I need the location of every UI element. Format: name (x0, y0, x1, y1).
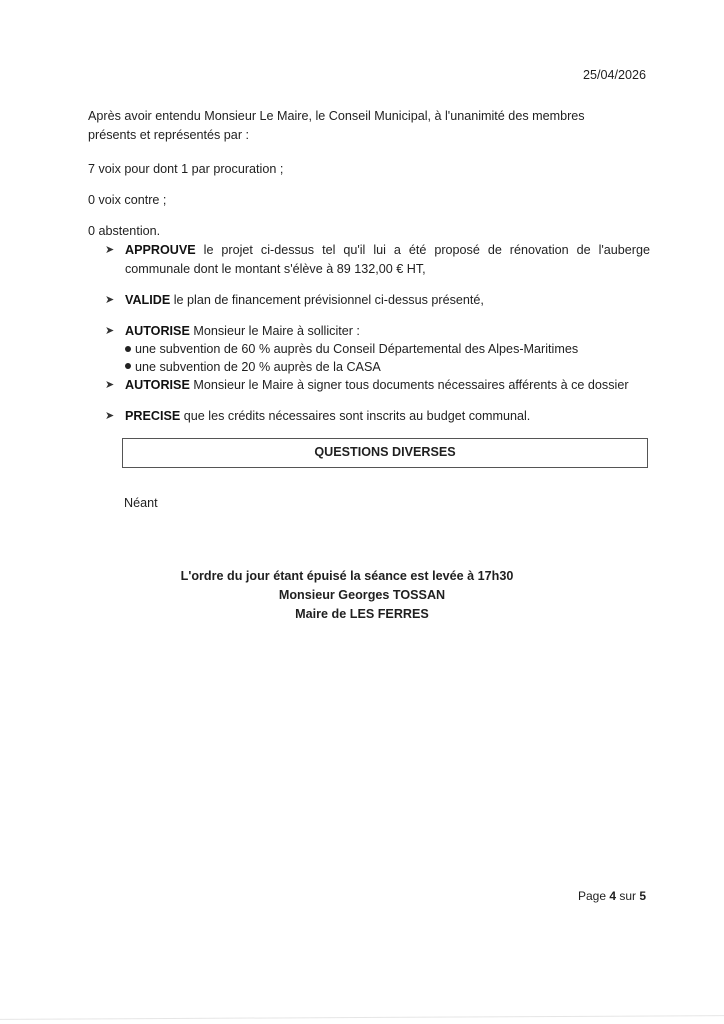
arrowhead-bullet-icon: ➤ (105, 379, 115, 391)
decision-valide (105, 291, 650, 310)
scan-edge-line (0, 1015, 724, 1020)
filled-circle-icon (125, 346, 131, 352)
section-header-box (122, 438, 648, 468)
vote-results (88, 160, 283, 253)
decision-keyword: VALIDE (125, 293, 171, 307)
closing-statement: L'ordre du jour étant épuisé la séance est levée à 17h30 (180, 569, 514, 583)
section-title: QUESTIONS DIVERSES (314, 445, 456, 459)
decision-approuve (105, 241, 650, 279)
signatory-title: Maire de LES FERRES (295, 607, 429, 621)
sub-item: une subvention de 60 % auprès du Conseil Départemental des Alpes-Maritimes (125, 341, 650, 359)
intro-line-1: Après avoir entendu Monsieur Le Maire, le Conseil Municipal, à l'unanimité des membres (88, 109, 585, 123)
section-body: Néant (124, 496, 158, 510)
decision-autorise-solliciter (105, 322, 650, 376)
decision-text: le projet ci-dessus tel qu'il lui a été proposé de rénovation de l'auberge communale dont le montant s'élève à 89 132,00 € HT, (125, 243, 650, 276)
decision-keyword: AUTORISE (125, 378, 190, 392)
abstentions: 0 abstention. (88, 224, 161, 238)
decision-text: le plan de financement prévisionnel ci-dessus présenté, (170, 293, 484, 307)
arrowhead-bullet-icon: ➤ (105, 244, 115, 256)
decision-autorise-signer (105, 376, 650, 395)
document-date: 25/04/2026 (582, 68, 646, 82)
decision-keyword: AUTORISE (125, 324, 190, 338)
decision-text: Monsieur le Maire à signer tous documents nécessaires afférents à ce dossier (189, 378, 629, 392)
page-number: Page 4 sur 5 (578, 889, 647, 903)
arrowhead-bullet-icon: ➤ (105, 410, 115, 422)
decision-text: que les crédits nécessaires sont inscrits au budget communal. (180, 409, 531, 423)
sub-item: une subvention de 20 % auprès de la CASA (125, 359, 650, 377)
intro-paragraph (88, 107, 645, 145)
decision-keyword: PRECISE (125, 409, 181, 423)
filled-circle-icon (125, 363, 131, 369)
decision-text: Monsieur le Maire à solliciter : (189, 324, 360, 338)
closing-block (0, 567, 724, 624)
arrowhead-bullet-icon: ➤ (105, 325, 115, 337)
signatory-name: Monsieur Georges TOSSAN (278, 588, 446, 602)
decision-precise (105, 407, 650, 426)
decisions-list (105, 241, 650, 426)
decision-keyword: APPROUVE (125, 243, 196, 257)
votes-for: 7 voix pour dont 1 par procuration ; (88, 162, 284, 176)
intro-line-2: présents et représentés par : (88, 128, 250, 142)
arrowhead-bullet-icon: ➤ (105, 294, 115, 306)
votes-against: 0 voix contre ; (88, 193, 167, 207)
